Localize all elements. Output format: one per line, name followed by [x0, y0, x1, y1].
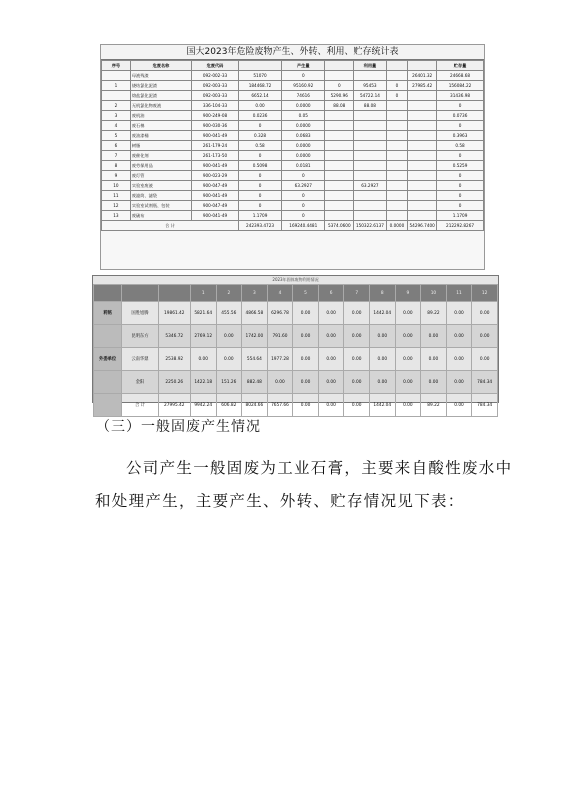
table-cell: 废劳保用品: [130, 161, 191, 171]
total-cell: 212292.8267: [437, 221, 484, 231]
table-cell: 900-041-49: [192, 161, 239, 171]
column-header: 4: [267, 285, 293, 302]
value-cell: 9942.24: [190, 394, 216, 417]
value-cell: 0.00: [344, 325, 370, 348]
table-cell: 4: [102, 121, 131, 131]
table-row: [102, 201, 484, 211]
table-cell: 实验室试剂瓶、包装: [130, 201, 191, 211]
value-cell: 0.00: [293, 371, 319, 394]
column-header: [122, 285, 158, 302]
table-cell: 0: [238, 171, 281, 181]
table-cell: 092-002-33: [192, 71, 239, 81]
table-cell: [408, 111, 437, 121]
column-header: 9: [395, 285, 421, 302]
table-cell: 废催化剂: [130, 151, 191, 161]
table-row: [102, 111, 484, 121]
table2-caption: 2023年固体废物利用情况: [272, 277, 319, 282]
table-cell: 0.0000: [282, 101, 325, 111]
column-header: [158, 285, 190, 302]
value-cell: 0.00: [421, 348, 447, 371]
table-cell: 0: [282, 71, 325, 81]
table-cell: [408, 121, 437, 131]
table-cell: [408, 141, 437, 151]
value-cell: 89.22: [421, 394, 447, 417]
table-cell: 95160.92: [282, 81, 325, 91]
table-cell: [386, 111, 408, 121]
value-cell: 0.00: [318, 371, 344, 394]
table-cell: 0: [238, 151, 281, 161]
value-cell: 0.00: [293, 302, 319, 325]
name-cell: 合 计: [122, 394, 158, 417]
table-cell: [325, 141, 354, 151]
value-cell: 1442.04: [369, 302, 395, 325]
value-cell: 882.48: [242, 371, 268, 394]
table-cell: 0.0683: [282, 131, 325, 141]
table-row: [94, 348, 498, 371]
value-cell: 8024.66: [242, 394, 268, 417]
value-cell: 0.00: [446, 325, 472, 348]
column-header: 3: [242, 285, 268, 302]
table-cell: [386, 141, 408, 151]
table-cell: [408, 211, 437, 221]
table-cell: [325, 131, 354, 141]
table-cell: [386, 151, 408, 161]
table-cell: 8: [102, 161, 131, 171]
table-cell: [325, 111, 354, 121]
table-cell: 184468.72: [238, 81, 281, 91]
table2-grid: [93, 284, 498, 417]
table-cell: [325, 71, 354, 81]
column-header: [94, 285, 122, 302]
table-cell: [354, 191, 386, 201]
table-cell: 1.1709: [238, 211, 281, 221]
value-cell: 0.00: [318, 302, 344, 325]
table-cell: 0: [437, 101, 484, 111]
table-cell: [354, 151, 386, 161]
value-cell: 6296.78: [267, 302, 293, 325]
section-paragraph: 公司产生一般固废为工业石膏，主要来自酸性废水中和处理产生，主要产生、外转、贮存情况见下表：: [95, 459, 513, 510]
column-header: 11: [446, 285, 472, 302]
table-cell: 31436.98: [437, 91, 484, 101]
table-cell: 0.0736: [437, 111, 484, 121]
value-cell: 0.00: [318, 348, 344, 371]
table-row: [102, 181, 484, 191]
table-cell: [408, 101, 437, 111]
table-row: [102, 211, 484, 221]
table-row: [102, 191, 484, 201]
group-cell: [94, 394, 122, 417]
table-cell: [386, 71, 408, 81]
name-cell: 昆明东方: [122, 325, 158, 348]
value-cell: 791.60: [267, 325, 293, 348]
value-cell: 0.00: [472, 325, 498, 348]
table-row: [94, 394, 498, 417]
table-cell: 0: [437, 151, 484, 161]
group-cell: 莉铭: [94, 302, 122, 325]
name-cell: 金阳: [122, 371, 158, 394]
table-cell: 母液残渣: [130, 71, 191, 81]
table-cell: 0.5098: [238, 161, 281, 171]
value-cell: 1742.00: [242, 325, 268, 348]
table-cell: 900-041-49: [192, 191, 239, 201]
table-cell: 0: [238, 121, 281, 131]
column-header: 10: [421, 285, 447, 302]
table-cell: 烧结氯化泥渣: [130, 81, 191, 91]
table-cell: [354, 211, 386, 221]
value-cell: 7657.66: [267, 394, 293, 417]
value-cell: 0.00: [421, 325, 447, 348]
value-cell: 0.00: [395, 371, 421, 394]
value-cell: 0.00: [369, 325, 395, 348]
value-cell: 0.00: [446, 371, 472, 394]
table-cell: 27985.42: [408, 81, 437, 91]
table-row: [102, 141, 484, 151]
table-cell: [325, 191, 354, 201]
table-cell: [325, 171, 354, 181]
table-cell: 树脂: [130, 141, 191, 151]
section-heading: （三）一般固废产生情况: [96, 419, 261, 435]
value-cell: 2538.92: [158, 348, 190, 371]
table-cell: [354, 131, 386, 141]
total-label: 合 计: [102, 221, 239, 231]
table-cell: 13: [102, 211, 131, 221]
table-cell: 0: [282, 211, 325, 221]
table-cell: 0: [437, 201, 484, 211]
value-cell: 5346.72: [158, 325, 190, 348]
table-cell: 0: [238, 191, 281, 201]
table-cell: [408, 201, 437, 211]
table-cell: [386, 191, 408, 201]
value-cell: 0.00: [344, 371, 370, 394]
column-header: 1: [190, 285, 216, 302]
table-cell: 63.2927: [282, 181, 325, 191]
table-row: [102, 81, 484, 91]
table-cell: 900-047-49: [192, 181, 239, 191]
value-cell: 0.00: [446, 394, 472, 417]
group-cell: 外委单位: [94, 348, 122, 371]
table-cell: 7: [102, 151, 131, 161]
table-cell: 0: [437, 171, 484, 181]
table-cell: 0: [238, 181, 281, 191]
table-cell: [354, 171, 386, 181]
table-cell: 废硫布: [130, 211, 191, 221]
column-header: [325, 61, 354, 71]
table-cell: 51070: [238, 71, 281, 81]
value-cell: 2250.26: [158, 371, 190, 394]
value-cell: 0.00: [267, 371, 293, 394]
table-cell: 24668.68: [437, 71, 484, 81]
table-cell: [102, 71, 131, 81]
value-cell: 0.00: [472, 302, 498, 325]
table-cell: 900-023-29: [192, 171, 239, 181]
column-header: 12: [472, 285, 498, 302]
table-cell: 261-179-24: [192, 141, 239, 151]
table-cell: [325, 151, 354, 161]
table-cell: 12: [102, 201, 131, 211]
table-cell: 5: [102, 131, 131, 141]
table-cell: 废油漆桶: [130, 131, 191, 141]
table-cell: 092-003-33: [192, 81, 239, 91]
table-cell: [408, 91, 437, 101]
name-cell: 国胜旭腾: [122, 302, 158, 325]
table-title: 国大2023年危险废物产生、外转、利用、贮存统计表: [101, 45, 484, 60]
table-cell: 900-041-49: [192, 211, 239, 221]
table-cell: [354, 201, 386, 211]
table-cell: 336-104-33: [192, 101, 239, 111]
value-cell: 0.00: [293, 348, 319, 371]
table-cell: 092-003-33: [192, 91, 239, 101]
value-cell: 0.00: [293, 325, 319, 348]
table1-grid: [101, 60, 484, 231]
table-cell: 261-173-50: [192, 151, 239, 161]
table-cell: [354, 121, 386, 131]
column-header: [408, 61, 437, 71]
table-cell: 26401.32: [408, 71, 437, 81]
column-header: [386, 61, 408, 71]
value-cell: 0.00: [446, 348, 472, 371]
value-cell: 455.56: [216, 302, 242, 325]
value-cell: 0.00: [446, 302, 472, 325]
table-cell: 废滤筒、滤袋: [130, 191, 191, 201]
value-cell: 0.00: [344, 394, 370, 417]
value-cell: 0.00: [395, 348, 421, 371]
table-cell: 0: [282, 201, 325, 211]
column-header: 6: [318, 285, 344, 302]
table-cell: [325, 211, 354, 221]
table-cell: 0.58: [238, 141, 281, 151]
table-cell: [354, 111, 386, 121]
table-row: [102, 171, 484, 181]
value-cell: 0.00: [421, 371, 447, 394]
table-cell: [354, 141, 386, 151]
column-header: 2: [216, 285, 242, 302]
table-cell: 1: [102, 81, 131, 91]
value-cell: 0.00: [318, 325, 344, 348]
value-cell: 27995.42: [158, 394, 190, 417]
table-cell: [325, 201, 354, 211]
table-cell: [386, 211, 408, 221]
value-cell: 0.00: [395, 325, 421, 348]
table-cell: [386, 161, 408, 171]
table-cell: 3: [102, 111, 131, 121]
column-header: 危废名称: [130, 61, 191, 71]
table-cell: 5290.96: [325, 91, 354, 101]
table-cell: 11: [102, 191, 131, 201]
total-row: [102, 221, 484, 231]
value-cell: 151.26: [216, 371, 242, 394]
table-row: [102, 151, 484, 161]
column-header: 5: [293, 285, 319, 302]
value-cell: 0.00: [369, 348, 395, 371]
value-cell: 0.00: [216, 325, 242, 348]
value-cell: 5821.64: [190, 302, 216, 325]
column-header: 产生量: [282, 61, 325, 71]
value-cell: 1977.28: [267, 348, 293, 371]
table-cell: [325, 181, 354, 191]
value-cell: 0.00: [369, 371, 395, 394]
column-header: [238, 61, 281, 71]
table-cell: [354, 161, 386, 171]
table-cell: 900-041-49: [192, 131, 239, 141]
group-cell: [94, 371, 122, 394]
table-cell: [325, 161, 354, 171]
table-cell: 0: [437, 121, 484, 131]
value-cell: 0.00: [318, 394, 344, 417]
table-cell: 10: [102, 181, 131, 191]
table-cell: [408, 161, 437, 171]
table-row: [94, 371, 498, 394]
value-cell: 4866.58: [242, 302, 268, 325]
table-cell: 0.00: [238, 101, 281, 111]
table-cell: 900-047-49: [192, 201, 239, 211]
table-cell: 实验室废液: [130, 181, 191, 191]
table-cell: 0: [437, 181, 484, 191]
table-cell: 0.05: [282, 111, 325, 121]
table-cell: 95453: [354, 81, 386, 91]
table-cell: [386, 131, 408, 141]
table-cell: 0: [386, 81, 408, 91]
total-cell: 242393.4723: [238, 221, 281, 231]
table-cell: 无机氯化物废液: [130, 101, 191, 111]
table-cell: 2: [102, 101, 131, 111]
table-cell: 0: [282, 171, 325, 181]
table-cell: [325, 121, 354, 131]
value-cell: 0.00: [344, 302, 370, 325]
table-cell: [408, 151, 437, 161]
table-cell: 0: [437, 191, 484, 201]
table-row: [102, 91, 484, 101]
table-row: [102, 121, 484, 131]
table-cell: 88.08: [354, 101, 386, 111]
column-header: 7: [344, 285, 370, 302]
solid-waste-photo-table: [92, 275, 499, 408]
table-cell: 9: [102, 171, 131, 181]
total-cell: 169240.4481: [282, 221, 325, 231]
table-cell: 0: [325, 81, 354, 91]
table-cell: 6652.14: [238, 91, 281, 101]
table-cell: [386, 171, 408, 181]
group-cell: [94, 325, 122, 348]
table-cell: 156084.22: [437, 81, 484, 91]
table-cell: 54722.14: [354, 91, 386, 101]
column-header: 8: [369, 285, 395, 302]
total-cell: 150322.6137: [354, 221, 386, 231]
table-cell: 0: [238, 201, 281, 211]
table-cell: 88.08: [325, 101, 354, 111]
table-row: [94, 302, 498, 325]
table-cell: 6: [102, 141, 131, 151]
table-cell: [386, 201, 408, 211]
table-cell: 1.1709: [437, 211, 484, 221]
name-cell: 云南华鼎: [122, 348, 158, 371]
value-cell: 0.00: [216, 348, 242, 371]
hazardous-waste-table: [100, 44, 485, 270]
total-cell: 5374.0600: [325, 221, 354, 231]
table-cell: 0: [386, 91, 408, 101]
column-header: 危废代码: [192, 61, 239, 71]
value-cell: 606.82: [216, 394, 242, 417]
table-cell: [408, 181, 437, 191]
table-cell: 900-249-08: [192, 111, 239, 121]
table-row: [102, 161, 484, 171]
table-cell: 0.0000: [282, 121, 325, 131]
table-row: [102, 101, 484, 111]
value-cell: 89.22: [421, 302, 447, 325]
table-cell: 废机油: [130, 111, 191, 121]
value-cell: 1422.18: [190, 371, 216, 394]
table-row: [94, 325, 498, 348]
value-cell: 0.00: [395, 302, 421, 325]
table-cell: 0.5259: [437, 161, 484, 171]
table-cell: 0.3963: [437, 131, 484, 141]
table-row: [102, 131, 484, 141]
table-row: [102, 71, 484, 81]
table-cell: [408, 191, 437, 201]
value-cell: 2769.12: [190, 325, 216, 348]
table-cell: 0.328: [238, 131, 281, 141]
value-cell: 554.64: [242, 348, 268, 371]
table-cell: 废灯管: [130, 171, 191, 181]
value-cell: 784.34: [472, 394, 498, 417]
table-cell: 0.58: [437, 141, 484, 151]
total-cell: 0.0000: [386, 221, 408, 231]
value-cell: 0.00: [472, 348, 498, 371]
total-cell: 54296.7400: [408, 221, 437, 231]
table-cell: [386, 101, 408, 111]
table-cell: 0.0000: [282, 151, 325, 161]
table-cell: 0.0000: [282, 141, 325, 151]
table-cell: [102, 91, 131, 101]
value-cell: 1442.04: [369, 394, 395, 417]
table-cell: 0.0181: [282, 161, 325, 171]
table-cell: 74616: [282, 91, 325, 101]
column-header: 贮存量: [437, 61, 484, 71]
value-cell: 784.34: [472, 371, 498, 394]
table-cell: [386, 181, 408, 191]
value-cell: 0.00: [395, 394, 421, 417]
table-cell: [354, 71, 386, 81]
table-cell: 废石棉: [130, 121, 191, 131]
column-header: 利用量: [354, 61, 386, 71]
table-cell: 900-030-36: [192, 121, 239, 131]
table-cell: 0.0236: [238, 111, 281, 121]
value-cell: 0.00: [293, 394, 319, 417]
value-cell: 19861.42: [158, 302, 190, 325]
table-cell: [408, 171, 437, 181]
column-header: 序号: [102, 61, 131, 71]
value-cell: 0.00: [344, 348, 370, 371]
table-cell: [386, 121, 408, 131]
table-cell: 熔盐氯化泥渣: [130, 91, 191, 101]
table-cell: [408, 131, 437, 141]
value-cell: 0.00: [190, 348, 216, 371]
table-cell: 0: [282, 191, 325, 201]
table-cell: 63.2927: [354, 181, 386, 191]
